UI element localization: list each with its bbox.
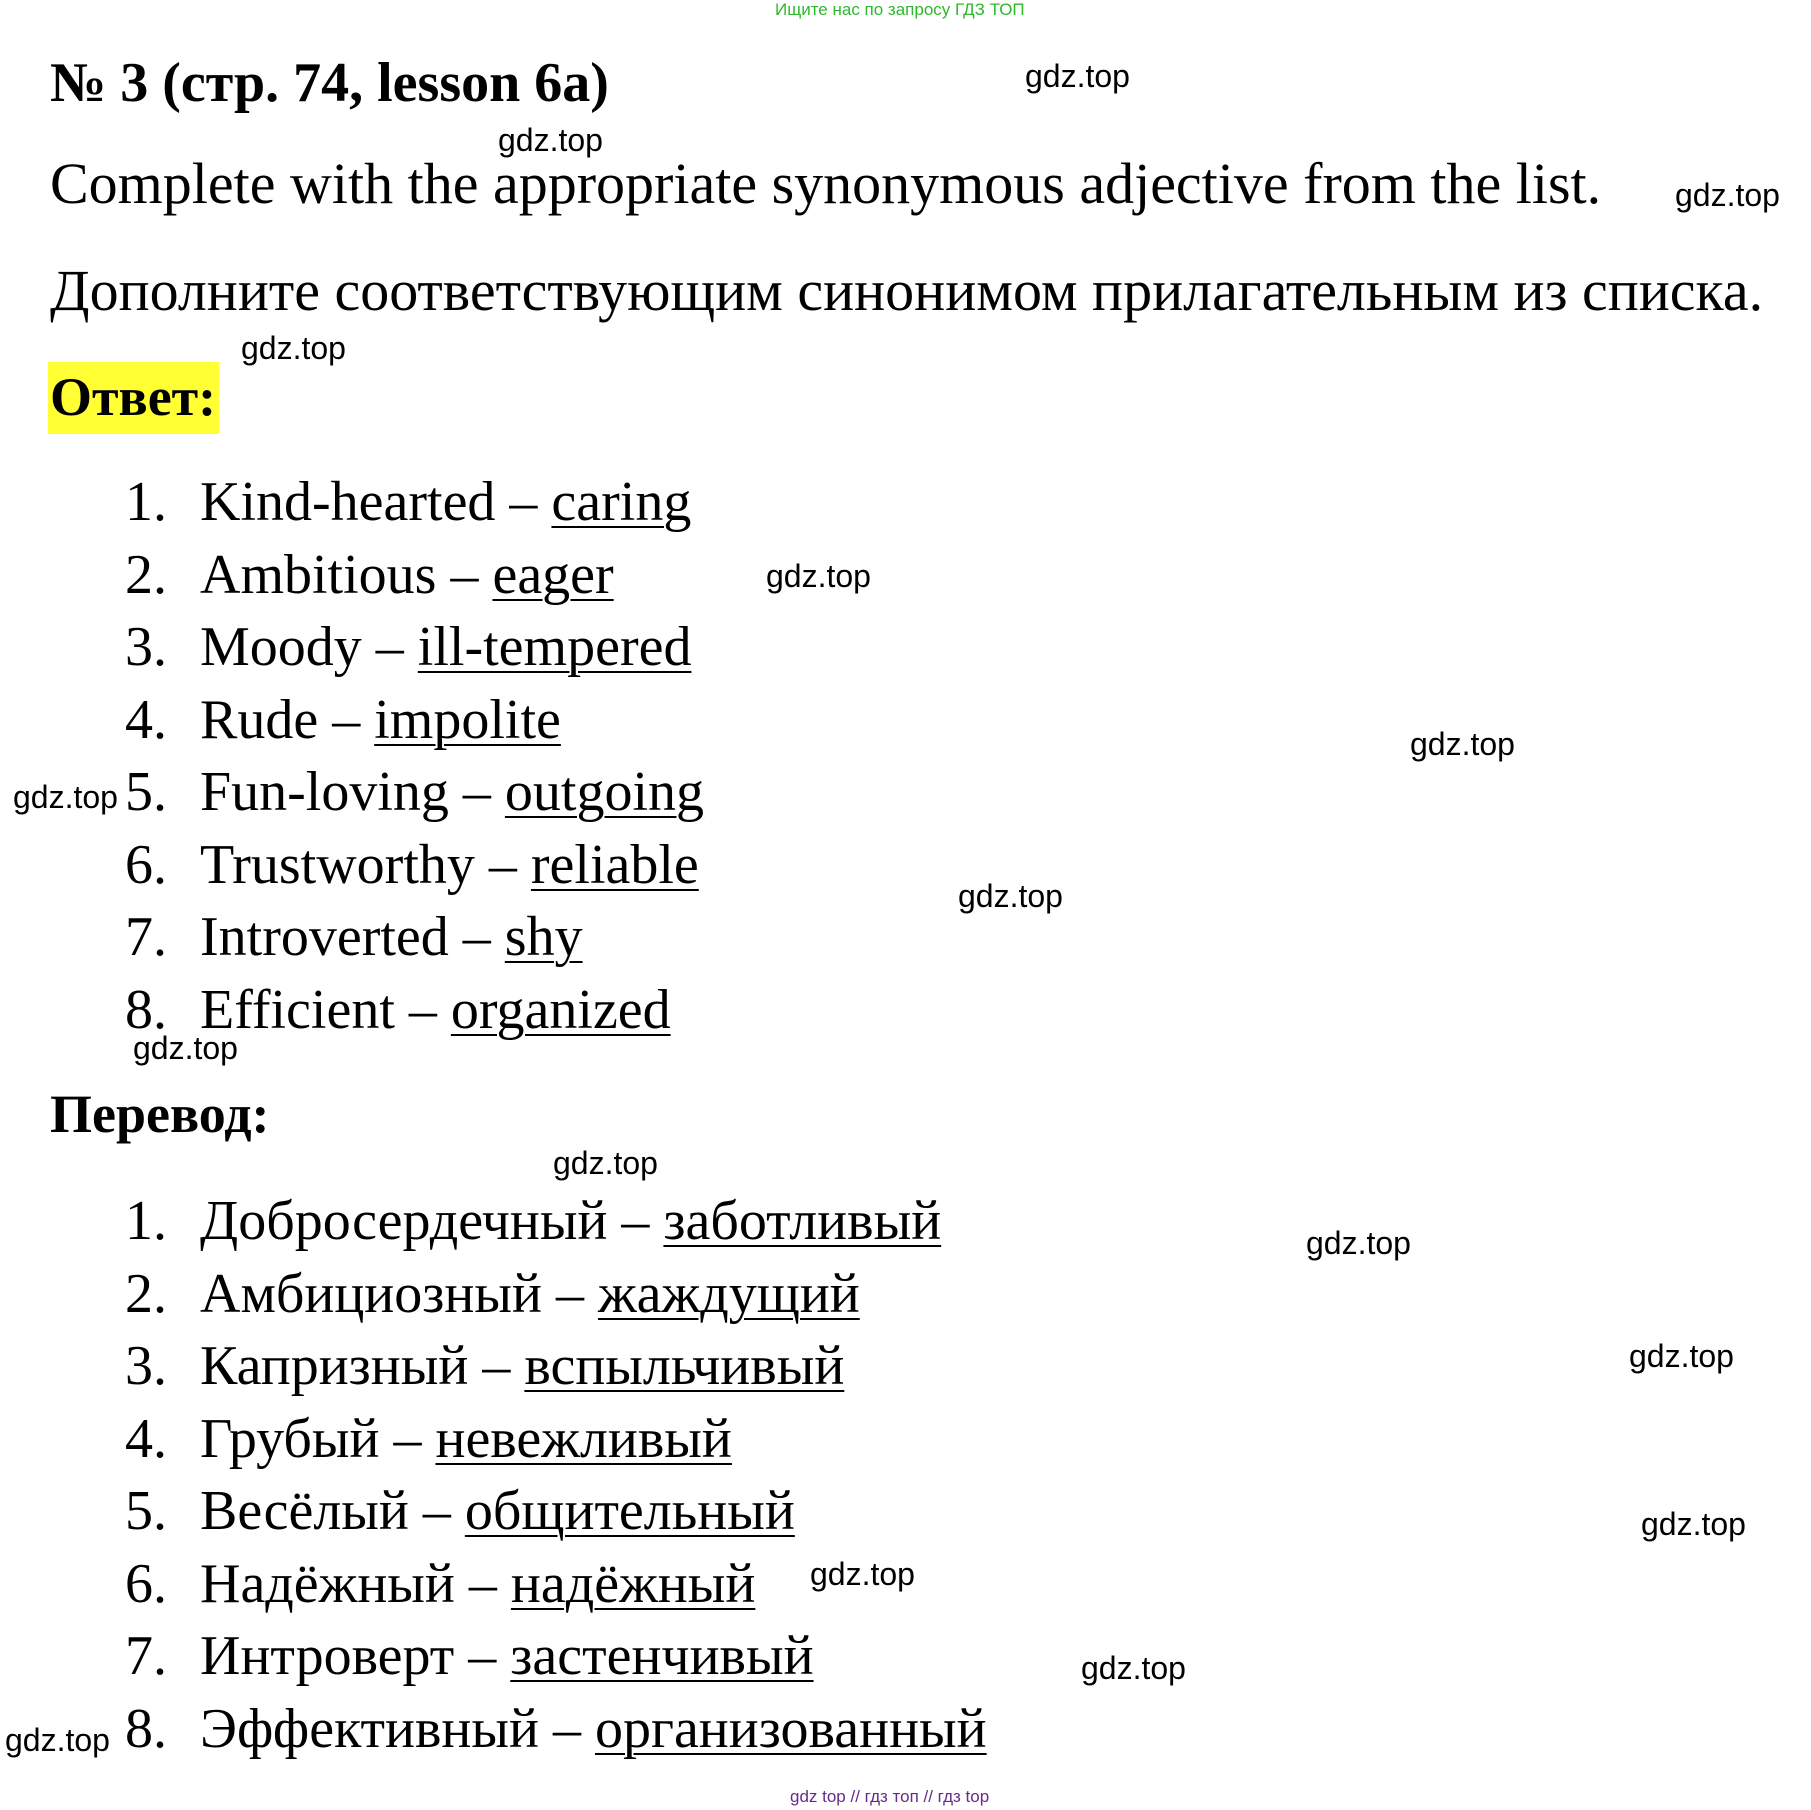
item-term: Ambitious	[200, 543, 437, 606]
item-dash: –	[454, 1625, 511, 1687]
exercise-title: № 3 (стр. 74, lesson 6a)	[50, 52, 609, 114]
item-dash: –	[495, 471, 552, 533]
item-term: Efficient	[200, 978, 395, 1041]
footer-links: gdz top // гдз топ // гдз top	[790, 1787, 990, 1806]
item-term: Kind-hearted	[200, 471, 496, 533]
item-term: Moody	[200, 616, 362, 678]
item-term: Добросердечный	[200, 1190, 608, 1252]
item-number: 3.	[125, 1335, 167, 1397]
item-answer: жаждущий	[597, 1262, 860, 1325]
watermark: gdz.top	[1675, 177, 1780, 213]
item-answer: невежливый	[435, 1407, 732, 1470]
item-term: Весёлый	[200, 1480, 409, 1542]
item-dash: –	[541, 1262, 598, 1325]
watermark: gdz.top	[1025, 58, 1130, 94]
item-term: Амбициозный	[200, 1262, 542, 1325]
item-number: 1.	[125, 1190, 167, 1252]
item-term: Fun-loving	[200, 761, 449, 823]
translation-label: Перевод:	[50, 1084, 270, 1144]
item-number: 2.	[125, 543, 167, 606]
answer-label: Ответ:	[48, 362, 219, 434]
instruction-russian: Дополните соответствующим синонимом прилагательным из списка.	[50, 258, 1764, 323]
item-number: 7.	[125, 1625, 167, 1687]
watermark: gdz.top	[958, 878, 1063, 914]
item-answer: надёжный	[510, 1552, 756, 1615]
item-dash: –	[379, 1407, 436, 1470]
item-answer: reliable	[530, 833, 699, 896]
item-answer: застенчивый	[510, 1625, 814, 1687]
item-term: Trustworthy	[200, 833, 475, 896]
item-term: Интроверт	[200, 1625, 455, 1687]
item-answer: заботливый	[663, 1190, 942, 1252]
item-number: 4.	[125, 1407, 167, 1470]
item-dash: –	[468, 1335, 525, 1397]
item-number: 7.	[125, 906, 167, 968]
item-dash: –	[394, 978, 451, 1041]
item-term: Грубый	[200, 1407, 380, 1470]
item-dash: –	[436, 543, 493, 606]
item-dash: –	[361, 616, 418, 678]
watermark: gdz.top	[553, 1145, 658, 1181]
item-number: 5.	[125, 761, 167, 823]
watermark: gdz.top	[766, 558, 871, 594]
watermark: gdz.top	[810, 1556, 915, 1592]
item-answer: organized	[450, 978, 671, 1041]
item-answer: impolite	[374, 688, 561, 751]
item-term: Introverted	[200, 906, 449, 968]
item-answer: организованный	[594, 1697, 987, 1760]
item-answer: вспыльчивый	[524, 1335, 845, 1397]
item-term: Эффективный	[200, 1697, 539, 1760]
watermark: gdz.top	[241, 330, 346, 366]
watermark: gdz.top	[1306, 1225, 1411, 1261]
item-number: 2.	[125, 1262, 167, 1325]
item-number: 8.	[125, 1697, 167, 1760]
item-term: Надёжный	[200, 1552, 455, 1615]
item-answer: caring	[551, 471, 692, 533]
item-number: 8.	[125, 978, 167, 1041]
item-dash: –	[318, 688, 375, 751]
watermark: gdz.top	[498, 122, 603, 158]
watermark: gdz.top	[1641, 1506, 1746, 1542]
item-term: Rude	[200, 688, 319, 751]
item-dash: –	[448, 906, 505, 968]
item-dash: –	[454, 1552, 511, 1615]
item-answer: ill-tempered	[417, 616, 692, 678]
watermark: gdz.top	[133, 1030, 238, 1066]
instruction-english: Complete with the appropriate synonymous adjective from the list.	[50, 151, 1602, 216]
item-number: 1.	[125, 471, 167, 533]
item-dash: –	[408, 1480, 465, 1542]
item-dash: –	[538, 1697, 595, 1760]
item-number: 6.	[125, 1552, 167, 1615]
item-answer: outgoing	[504, 761, 705, 823]
item-number: 6.	[125, 833, 167, 896]
item-dash: –	[607, 1190, 664, 1252]
item-dash: –	[448, 761, 505, 823]
item-answer: eager	[492, 543, 614, 606]
item-answer: shy	[504, 906, 583, 968]
item-number: 3.	[125, 616, 167, 678]
item-number: 4.	[125, 688, 167, 751]
search-banner: Ищите нас по запросу ГДЗ ТОП	[775, 0, 1025, 19]
watermark: gdz.top	[13, 779, 118, 815]
watermark: gdz.top	[1410, 726, 1515, 762]
watermark: gdz.top	[1629, 1338, 1734, 1374]
item-number: 5.	[125, 1480, 167, 1542]
item-term: Капризный	[200, 1335, 469, 1397]
item-dash: –	[474, 833, 531, 896]
item-answer: общительный	[464, 1480, 795, 1542]
watermark: gdz.top	[1081, 1650, 1186, 1686]
watermark: gdz.top	[5, 1722, 110, 1758]
